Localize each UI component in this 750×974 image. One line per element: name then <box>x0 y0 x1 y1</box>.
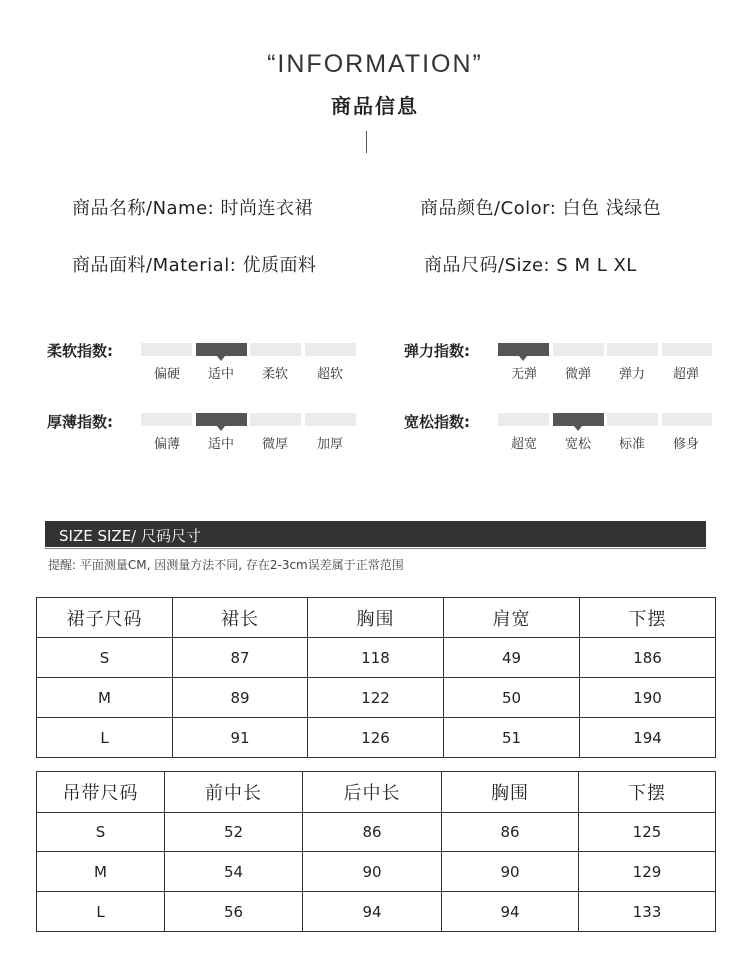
table-cell: 126 <box>308 718 444 758</box>
table-cell: 129 <box>579 852 716 892</box>
table-cell: 51 <box>444 718 580 758</box>
index-option: 微弹 <box>564 367 591 382</box>
index-option: 适中 <box>207 367 234 382</box>
table-cell: 52 <box>165 813 303 852</box>
table-cell: 86 <box>303 813 442 852</box>
table-row <box>37 678 716 718</box>
info-size: 商品尺码/Size: S M L XL <box>424 255 637 276</box>
index-label: 厚薄指数: <box>47 413 113 431</box>
table-cell: L <box>37 892 165 932</box>
table-header-cell: 吊带尺码 <box>37 772 165 813</box>
table-cell: 90 <box>442 852 579 892</box>
table-cell: 90 <box>303 852 442 892</box>
index-option: 标准 <box>618 437 645 452</box>
index-option: 柔软 <box>261 367 288 382</box>
table-cell: 190 <box>580 678 716 718</box>
index-segment <box>196 413 247 426</box>
table-cell: 94 <box>442 892 579 932</box>
table-row <box>37 852 716 892</box>
index-option: 宽松 <box>564 437 591 452</box>
table-cell: 89 <box>173 678 308 718</box>
index-option: 弹力 <box>618 367 645 382</box>
index-option: 偏薄 <box>153 437 180 452</box>
table-header-cell: 裙子尺码 <box>37 598 173 638</box>
index-segment <box>553 413 604 426</box>
table-header-cell: 后中长 <box>303 772 442 813</box>
table-cell: 122 <box>308 678 444 718</box>
dress-size-table <box>36 597 716 758</box>
index-option: 无弹 <box>510 367 537 382</box>
table-row <box>37 638 716 678</box>
header-divider <box>366 131 367 153</box>
index-label: 柔软指数: <box>47 342 113 360</box>
size-section-title: SIZE SIZE/ 尺码尺寸 <box>59 527 201 545</box>
table-header-cell: 下摆 <box>579 772 716 813</box>
header-title-en: “INFORMATION” <box>267 50 483 78</box>
index-segment <box>553 343 604 356</box>
info-material: 商品面料/Material: 优质面料 <box>72 255 317 276</box>
table-cell: 50 <box>444 678 580 718</box>
info-color: 商品颜色/Color: 白色 浅绿色 <box>420 198 662 219</box>
index-option: 微厚 <box>261 437 288 452</box>
table-cell: 54 <box>165 852 303 892</box>
table-cell: 56 <box>165 892 303 932</box>
table-header-cell: 胸围 <box>442 772 579 813</box>
index-segment <box>305 343 356 356</box>
index-segment <box>141 343 192 356</box>
table-cell: S <box>37 638 173 678</box>
table-header-cell: 下摆 <box>580 598 716 638</box>
camisole-size-table <box>36 771 716 932</box>
table-header-cell: 前中长 <box>165 772 303 813</box>
table-cell: 91 <box>173 718 308 758</box>
index-option: 适中 <box>207 437 234 452</box>
table-header-row <box>37 772 716 813</box>
index-segment <box>498 343 549 356</box>
table-cell: S <box>37 813 165 852</box>
index-segment <box>607 413 658 426</box>
table-cell: 118 <box>308 638 444 678</box>
index-option: 偏硬 <box>153 367 180 382</box>
table-cell: M <box>37 852 165 892</box>
table-header-cell: 胸围 <box>308 598 444 638</box>
size-section-underline <box>45 548 706 549</box>
table-cell: 94 <box>303 892 442 932</box>
index-label: 弹力指数: <box>404 342 470 360</box>
index-option: 超宽 <box>510 437 537 452</box>
header-title-cn: 商品信息 <box>331 94 419 118</box>
table-cell: L <box>37 718 173 758</box>
table-header-cell: 肩宽 <box>444 598 580 638</box>
table-cell: 194 <box>580 718 716 758</box>
table-header-cell: 裙长 <box>173 598 308 638</box>
table-row <box>37 813 716 852</box>
index-option: 加厚 <box>316 437 343 452</box>
measurement-note: 提醒: 平面测量CM, 因测量方法不同, 存在2-3cm误差属于正常范围 <box>48 558 404 572</box>
info-name: 商品名称/Name: 时尚连衣裙 <box>72 198 313 219</box>
table-cell: M <box>37 678 173 718</box>
table-cell: 186 <box>580 638 716 678</box>
index-segment <box>662 343 712 356</box>
table-cell: 87 <box>173 638 308 678</box>
table-row <box>37 892 716 932</box>
index-option: 修身 <box>672 437 699 452</box>
index-segment <box>305 413 356 426</box>
index-segment <box>250 413 301 426</box>
table-cell: 49 <box>444 638 580 678</box>
index-segment <box>196 343 247 356</box>
table-header-row <box>37 598 716 638</box>
index-segment <box>250 343 301 356</box>
size-section-bar <box>45 521 706 547</box>
index-label: 宽松指数: <box>404 413 470 431</box>
table-cell: 86 <box>442 813 579 852</box>
index-option: 超弹 <box>672 367 699 382</box>
index-segment <box>498 413 549 426</box>
index-segment <box>141 413 192 426</box>
index-segment <box>607 343 658 356</box>
index-option: 超软 <box>316 367 343 382</box>
table-row <box>37 718 716 758</box>
table-cell: 125 <box>579 813 716 852</box>
table-cell: 133 <box>579 892 716 932</box>
index-segment <box>662 413 712 426</box>
